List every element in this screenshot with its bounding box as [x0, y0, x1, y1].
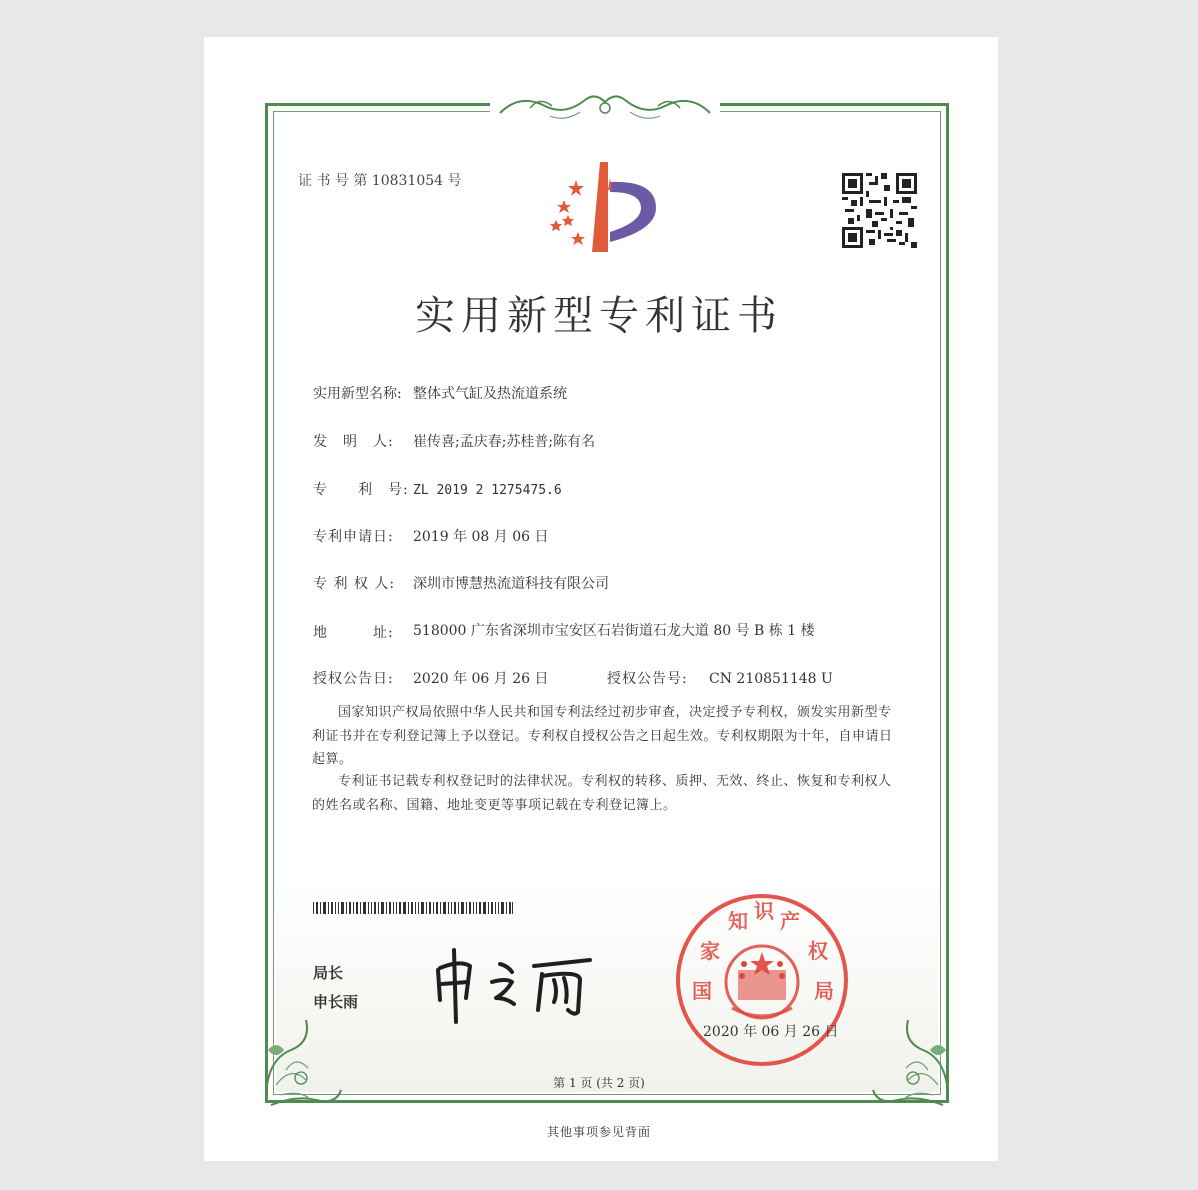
- inventor-value: 崔传喜;孟庆春;苏桂普;陈有名: [413, 434, 596, 450]
- patent-number-label: 专 利 号:: [313, 482, 409, 498]
- svg-text:识: 识: [754, 899, 774, 923]
- patentee-row: [313, 573, 609, 593]
- svg-text:局: 局: [814, 979, 834, 1003]
- grant-date-value: 2020 年 06 月 26 日: [413, 671, 549, 687]
- barcode-icon: [313, 902, 513, 914]
- grant-date-label: 授权公告日:: [313, 671, 394, 687]
- application-date-value: 2019 年 08 月 06 日: [413, 529, 549, 545]
- bottom-right-ornament: [868, 990, 958, 1115]
- director-signature: [430, 940, 620, 1030]
- director-name: 申长雨: [313, 993, 359, 1011]
- svg-text:权: 权: [808, 939, 828, 963]
- top-ornament: [490, 88, 720, 128]
- address-value: 518000 广东省深圳市宝安区石岩街道石龙大道 80 号 B 栋 1 楼: [413, 623, 815, 639]
- svg-text:产: 产: [780, 909, 800, 933]
- patent-number-row: [313, 479, 562, 499]
- patent-number-value: ZL 2019 2 1275475.6: [413, 483, 562, 498]
- svg-text:家: 家: [700, 939, 720, 963]
- svg-text:知: 知: [728, 909, 748, 933]
- address-row: [313, 622, 413, 642]
- grant-number-value: CN 210851148 U: [709, 671, 833, 687]
- utility-model-name-row: [313, 383, 567, 403]
- inventor-label: 发 明 人:: [313, 434, 394, 450]
- seal-date: 2020 年 06 月 26 日: [703, 1024, 839, 1040]
- utility-model-name-label: 实用新型名称:: [313, 386, 402, 402]
- cnipa-logo-icon: [546, 160, 666, 255]
- svg-text:国: 国: [692, 979, 712, 1003]
- patentee-value: 深圳市博慧热流道科技有限公司: [413, 576, 609, 592]
- address-label: 地 址:: [313, 625, 394, 641]
- grant-number-label: 授权公告号:: [607, 671, 688, 687]
- certificate-number: 证 书 号 第 10831054 号: [298, 173, 462, 189]
- qr-code-icon: [842, 173, 917, 248]
- back-side-note: 其他事项参见背面: [546, 1125, 651, 1139]
- patentee-label: 专 利 权 人:: [313, 576, 396, 592]
- page-number: 第 1 页 (共 2 页): [553, 1076, 645, 1090]
- certificate-title: 实用新型专利证书: [415, 293, 783, 339]
- utility-model-name-value: 整体式气缸及热流道系统: [413, 386, 567, 402]
- application-date-row: [313, 526, 549, 546]
- inventor-row: [313, 431, 595, 451]
- director-title: 局长: [313, 964, 344, 982]
- declaration-paragraph-2: 专利证书记载专利权登记时的法律状况。专利权的转移、质押、无效、终止、恢复和专利权人的姓名或名称、国籍、地址变更等事项记载在专利登记簿上。: [312, 774, 892, 813]
- application-date-label: 专利申请日:: [313, 529, 394, 545]
- grant-date-row: [313, 668, 833, 688]
- declaration-paragraph-1: 国家知识产权局依照中华人民共和国专利法经过初步审查，决定授予专利权，颁发实用新型专利证书并在专利登记簿上予以登记。专利权自授权公告之日起生效。专利权期限为十年，自申请日起算。: [312, 705, 893, 767]
- official-seal-stamp: [672, 890, 852, 1070]
